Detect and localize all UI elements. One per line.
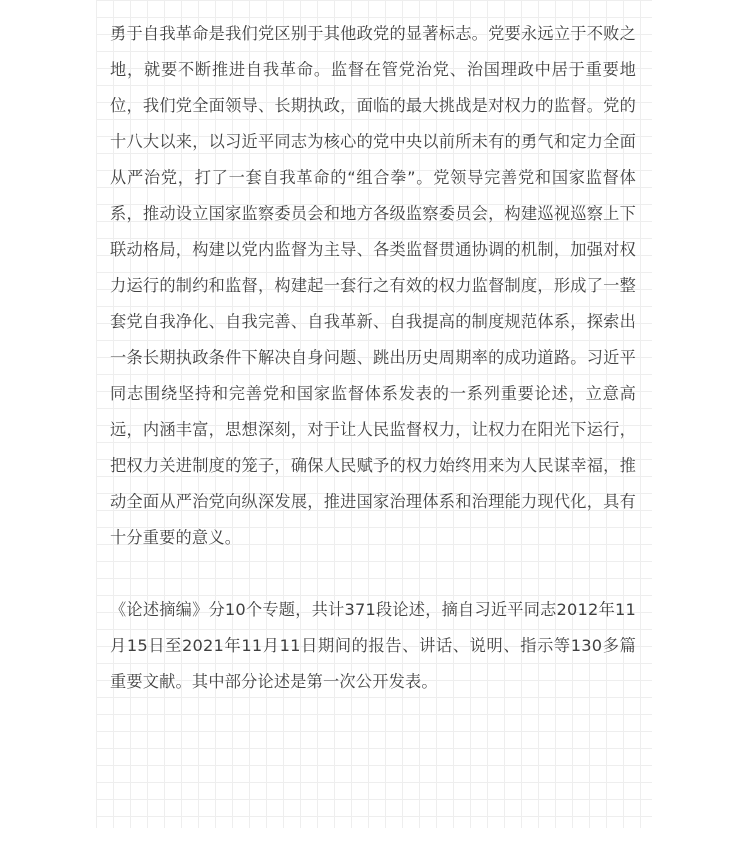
article-body bbox=[96, 0, 652, 828]
paragraph-compilation-info: 《论述摘编》分10个专题，共计371段论述，摘自习近平同志2012年11月15日至2021年11月11日期间的报告、讲话、说明、指示等130多篇重要文献。其中部分论述是第一次公开发表。 bbox=[110, 600, 636, 691]
paragraph-supervision-system: 勇于自我革命是我们党区别于其他政党的显著标志。党要永远立于不败之地，就要不断推进自我革命。监督在管党治党、治国理政中居于重要地位，我们党全面领导、长期执政，面临的最大挑战是对权力的监督。党的十八大以来，以习近平同志为核心的党中央以前所未有的勇气和定力全面从严治党，打了一套自我革命的“组合拳”。党领导完善党和国家监督体系，推动设立国家监察委员会和地方各级监察委员会，构建巡视巡察上下联动格局，构建以党内监督为主导、各类监督贯通协调的机制，加强对权力运行的制约和监督，构建起一套行之有效的权力监督制度，形成了一整套党自我净化、自我完善、自我革新、自我提高的制度规范体系，探索出一条长期执政条件下解决自身问题、跳出历史周期率的成功道路。习近平同志围绕坚持和完善党和国家监督体系发表的一系列重要论述，立意高远，内涵丰富，思想深刻，对于让人民监督权力，让权力在阳光下运行，把权力关进制度的笼子，确保人民赋予的权力始终用来为人民谋幸福，推动全面从严治党向纵深发展，推进国家治理体系和治理能力现代化，具有十分重要的意义。 bbox=[110, 24, 636, 547]
paragraph-spacer bbox=[110, 556, 636, 592]
